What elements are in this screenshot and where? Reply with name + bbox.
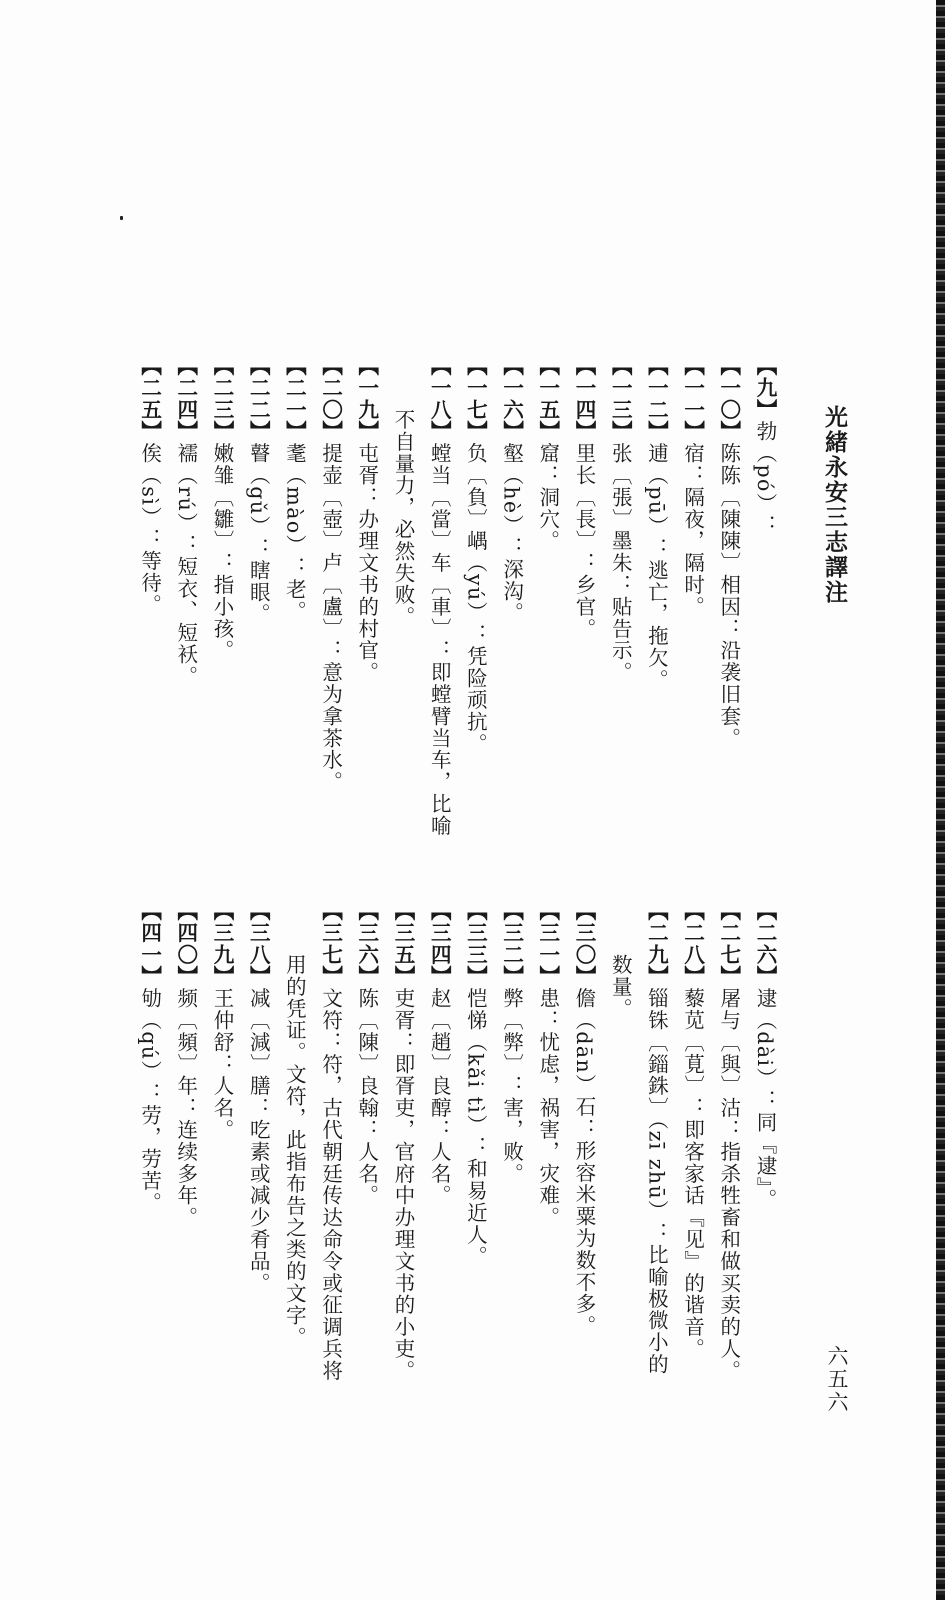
note-number: 【四〇】 xyxy=(173,900,198,988)
lower-notes-block xyxy=(137,900,780,1420)
note-column xyxy=(712,900,746,1382)
note-number: 【二二】 xyxy=(246,355,271,443)
note-text: 螳当〔當〕车〔車〕：即螳臂当车，比喻 xyxy=(427,442,452,837)
note-number: 【二一】 xyxy=(282,355,307,443)
note-text: 逋（pū）：逃亡，拖欠。 xyxy=(644,442,669,691)
note-text: 负〔負〕嵎（yú）：凭险顽抗。 xyxy=(463,442,488,755)
note-column xyxy=(676,355,710,618)
note-number: 【三七】 xyxy=(318,900,343,988)
note-number: 【一五】 xyxy=(535,355,560,443)
note-column xyxy=(133,355,167,616)
note-continuation xyxy=(603,954,637,1020)
note-column xyxy=(205,900,239,1141)
note-text: 不自量力，必然失败。 xyxy=(391,409,415,628)
note-column xyxy=(748,900,782,1211)
note-text: 王仲舒：人名。 xyxy=(210,987,234,1141)
note-column xyxy=(133,900,167,1214)
note-number: 【三三】 xyxy=(463,900,488,988)
note-text: 襦（rú）：短衣、短袄。 xyxy=(173,442,198,688)
note-number: 【一三】 xyxy=(608,355,633,443)
note-column xyxy=(458,355,492,755)
note-text: 锱铢〔錙銖〕（zī zhū）：比喻极微小的 xyxy=(644,987,669,1376)
note-text: 嫩雏〔雛〕：指小孩。 xyxy=(210,442,234,662)
note-number: 【九】 xyxy=(753,355,777,421)
note-text: 劬（qú）：劳，劳苦。 xyxy=(137,987,162,1214)
note-text: 患：忧虑，祸害，灾难。 xyxy=(535,987,560,1229)
note-text: 频〔頻〕年：连续多年。 xyxy=(173,987,198,1229)
note-number: 【一一】 xyxy=(680,355,705,443)
note-text: 勃（pó）： xyxy=(753,420,777,537)
note-number: 【一九】 xyxy=(354,355,379,443)
note-column xyxy=(350,355,384,684)
note-column xyxy=(314,355,348,793)
note-continuation xyxy=(277,954,311,1348)
note-number: 【三〇】 xyxy=(572,900,596,988)
note-number: 【二七】 xyxy=(716,900,741,988)
note-column xyxy=(639,355,673,691)
note-text: 里长〔長〕：乡官。 xyxy=(572,442,596,640)
note-column xyxy=(567,900,601,1337)
note-number: 【一六】 xyxy=(499,355,524,443)
note-column xyxy=(205,355,239,662)
note-number: 【一七】 xyxy=(463,355,488,443)
note-text: 文符：符，古代朝廷传达命令或征调兵将 xyxy=(318,987,343,1382)
note-column xyxy=(277,355,311,622)
note-number: 【二六】 xyxy=(753,900,777,988)
note-column xyxy=(495,355,529,624)
note-column xyxy=(422,355,456,837)
note-column xyxy=(386,900,420,1382)
note-text: 吏胥：即胥吏，官府中办理文书的小吏。 xyxy=(391,987,415,1382)
note-text: 藜苋〔莧〕：即客家话『见』的谐音。 xyxy=(680,987,705,1360)
note-column xyxy=(712,355,746,749)
note-number: 【二四】 xyxy=(173,355,198,443)
note-text: 张〔張〕墨朱：贴告示。 xyxy=(608,442,633,684)
page-number: 六五六 xyxy=(825,1345,849,1414)
note-text: 儋（dān）石：形容米粟为数不多。 xyxy=(572,987,596,1337)
note-continuation xyxy=(386,409,420,628)
note-column xyxy=(567,355,601,640)
note-number: 【三六】 xyxy=(354,900,379,988)
note-text: 耄（mào）：老。 xyxy=(282,442,307,623)
note-number: 【一〇】 xyxy=(716,355,741,443)
note-column xyxy=(495,900,529,1185)
note-number: 【三一】 xyxy=(535,900,560,988)
note-column xyxy=(169,900,203,1229)
note-number: 【二〇】 xyxy=(318,355,343,443)
note-number: 【三八】 xyxy=(246,900,271,988)
note-text: 壑（hè）：深沟。 xyxy=(499,442,524,625)
note-column xyxy=(241,355,275,625)
note-number: 【二五】 xyxy=(137,355,162,443)
note-column xyxy=(458,900,492,1268)
ink-speck xyxy=(120,216,123,220)
note-column xyxy=(531,355,565,552)
note-text: 屯胥：办理文书的村官。 xyxy=(354,442,379,684)
note-text: 宿：隔夜，隔时。 xyxy=(680,442,705,618)
note-text: 陈陈〔陳陳〕相因：沿袭旧套。 xyxy=(716,442,741,750)
note-text: 减〔減〕膳：吃素或减少肴品。 xyxy=(246,987,271,1295)
note-number: 【二九】 xyxy=(644,900,669,988)
note-text: 逮（dài）：同『逮』。 xyxy=(753,987,777,1211)
upper-notes-block xyxy=(137,355,780,875)
note-text: 恺悌（kǎi tì）：和易近人。 xyxy=(463,987,488,1268)
note-text: 用的凭证。文符，此指布告之类的文字。 xyxy=(282,954,307,1349)
note-number: 【二三】 xyxy=(210,355,234,443)
note-number: 【一八】 xyxy=(427,355,452,443)
note-number: 【三二】 xyxy=(499,900,524,988)
note-text: 数量。 xyxy=(608,954,633,1020)
note-number: 【四一】 xyxy=(137,900,162,988)
note-text: 屠与〔與〕沽：指杀牲畜和做买卖的人。 xyxy=(716,987,741,1382)
note-text: 窟：洞穴。 xyxy=(535,442,560,553)
note-number: 【一四】 xyxy=(572,355,596,443)
note-text: 提壶〔壺〕卢〔盧〕：意为拿茶水。 xyxy=(318,442,343,794)
note-text: 瞽（gǔ）：瞎眼。 xyxy=(246,442,271,626)
note-number: 【三五】 xyxy=(391,900,415,988)
note-column xyxy=(241,900,275,1294)
scan-edge xyxy=(936,0,945,1600)
note-text: 弊〔弊〕：害，败。 xyxy=(499,987,524,1185)
note-text: 陈〔陳〕良翰：人名。 xyxy=(354,987,379,1207)
note-column xyxy=(422,900,456,1207)
note-column xyxy=(314,900,348,1382)
note-number: 【二八】 xyxy=(680,900,705,988)
note-number: 【三四】 xyxy=(427,900,452,988)
note-column xyxy=(639,900,673,1375)
running-title: 光緒永安三志譯注 xyxy=(821,405,848,605)
note-column xyxy=(676,900,710,1360)
note-column xyxy=(748,355,782,537)
note-column xyxy=(169,355,203,687)
note-column xyxy=(531,900,565,1229)
note-text: 俟（sì）：等待。 xyxy=(137,442,162,616)
note-column xyxy=(350,900,384,1207)
note-number: 【三九】 xyxy=(210,900,234,988)
note-number: 【一二】 xyxy=(644,355,669,443)
note-column xyxy=(603,355,637,684)
note-text: 赵〔趙〕良醇：人名。 xyxy=(427,987,452,1207)
